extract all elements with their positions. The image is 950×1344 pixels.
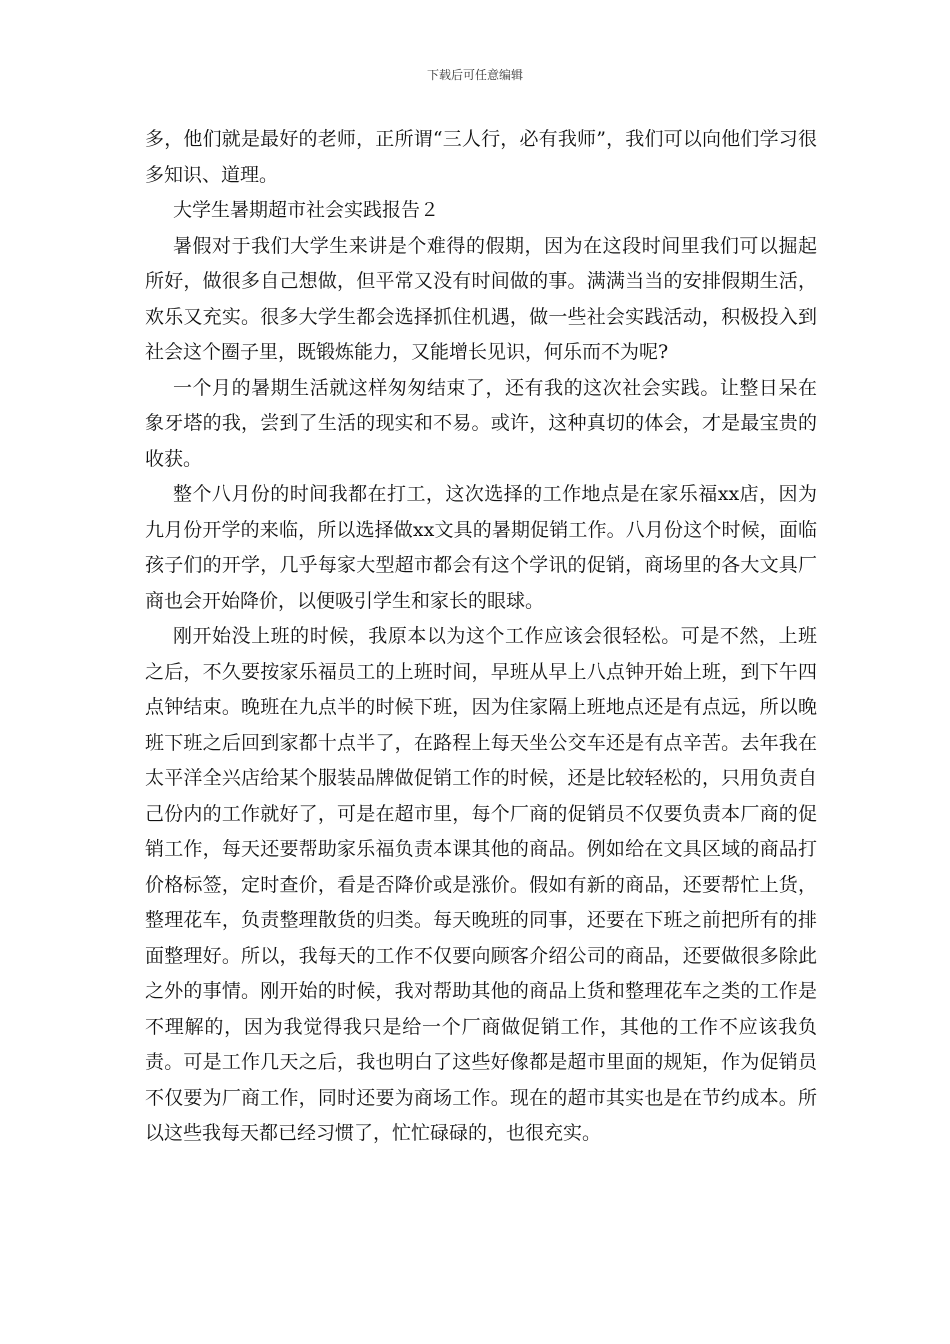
- paragraph: 整个八月份的时间我都在打工，这次选择的工作地点是在家乐福xx店，因为九月份开学的来临，所以选择做xx文具的暑期促销工作。八月份这个时候，面临孩子们的开学，几乎每家大型超市都会有这个学讯的促销，商场里的各大文具厂商也会开始降价，以便吸引学生和家长的眼球。: [145, 483, 817, 612]
- paragraph: 一个月的暑期生活就这样匆匆结束了，还有我的这次社会实践。让整日呆在象牙塔的我，尝到了生活的现实和不易。或许，这种真切的体会，才是最宝贵的收获。: [145, 376, 817, 470]
- section-heading: 大学生暑期超市社会实践报告２: [173, 199, 440, 221]
- header-note: 下载后可任意编辑: [426, 68, 523, 82]
- document-body: [145, 122, 817, 1152]
- paragraph-continuation: 多，他们就是最好的老师，正所谓“三人行，必有我师”，我们可以向他们学习很多知识、道理。: [145, 128, 817, 186]
- paragraph: 暑假对于我们大学生来讲是个难得的假期，因为在这段时间里我们可以掘起所好，做很多自己想做，但平常又没有时间做的事。满满当当的安排假期生活，欢乐又充实。很多大学生都会选择抓住机遇，做一些社会实践活动，积极投入到社会这个圈子里，既锻炼能力，又能增长见识，何乐而不为呢?: [145, 234, 817, 363]
- paragraph: 刚开始没上班的时候，我原本以为这个工作应该会很轻松。可是不然，上班之后，不久要按家乐福员工的上班时间，早班从早上八点钟开始上班，到下午四点钟结束。晚班在九点半的时候下班，因为住家隔上班地点还是有点远，所以晚班下班之后回到家都十点半了，在路程上每天坐公交车还是有点辛苦。去年我在太平洋全兴店给某个服装品牌做促销工作的时候，还是比较轻松的，只用负责自己份内的工作就好了，可是在超市里，每个厂商的促销员不仅要负责本厂商的促销工作，每天还要帮助家乐福负责本课其他的商品。例如给在文具区域的商品打价格标签，定时查价，看是否降价或是涨价。假如有新的商品，还要帮忙上货，整理花车，负责整理散货的归类。每天晚班的同事，还要在下班之前把所有的排面整理好。所以，我每天的工作不仅要向顾客介绍公司的商品，还要做很多除此之外的事情。刚开始的时候，我对帮助其他的商品上货和整理花车之类的工作是不理解的，因为我觉得我只是给一个厂商做促销工作，其他的工作不应该我负责。可是工作几天之后，我也明白了这些好像都是超市里面的规矩，作为促销员不仅要为厂商工作，同时还要为商场工作。现在的超市其实也是在节约成本。所以这些我每天都已经习惯了，忙忙碌碌的，也很充实。: [145, 625, 817, 1144]
